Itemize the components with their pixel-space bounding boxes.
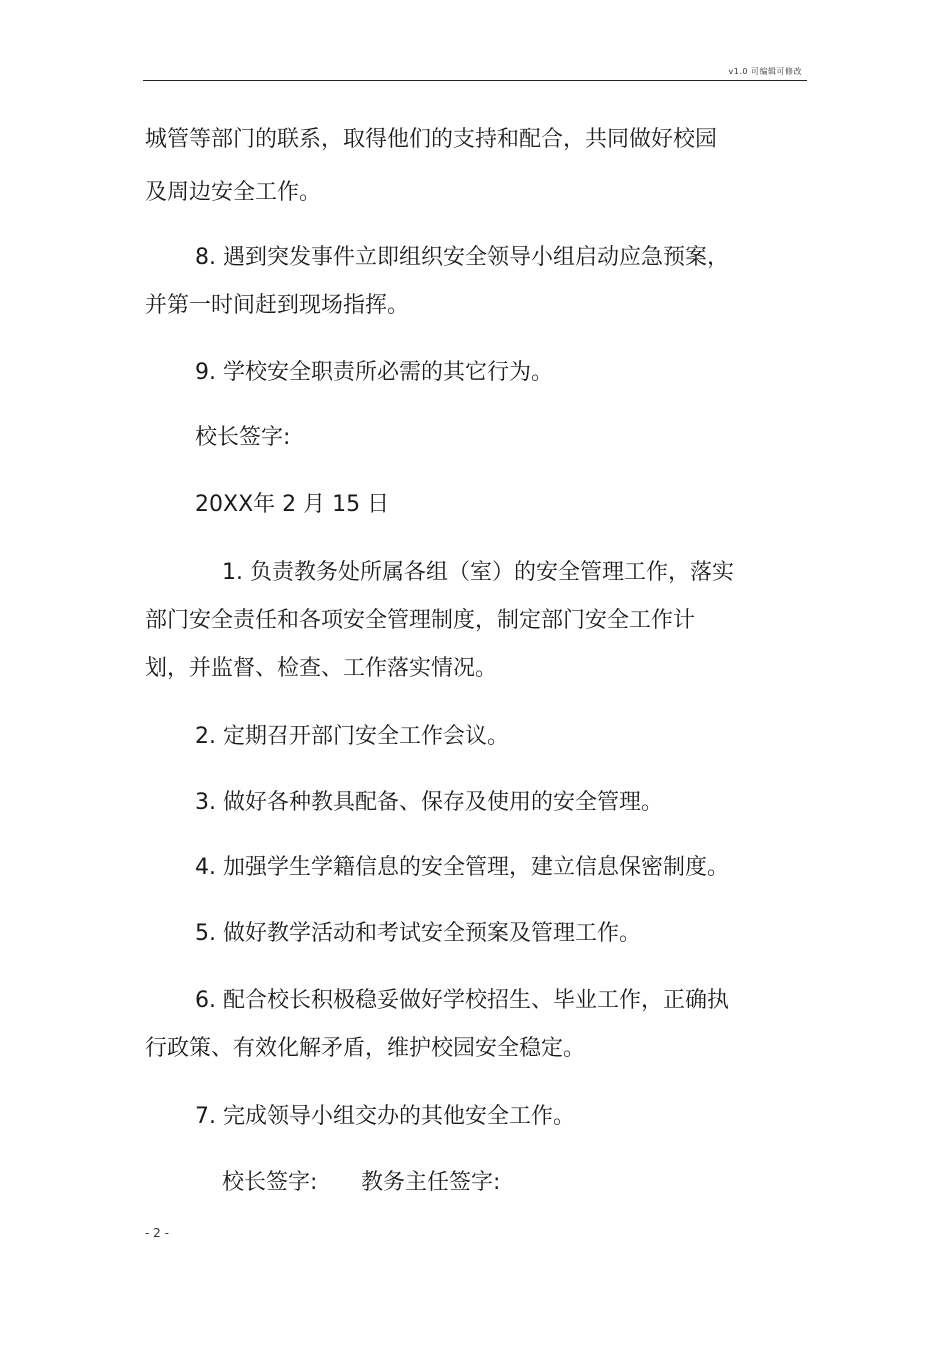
text-line: 7. 完成领导小组交办的其他安全工作。 xyxy=(195,1104,575,1129)
text-line: 3. 做好各种教具配备、保存及使用的安全管理。 xyxy=(195,790,663,815)
director-signature-label: 教务主任签字: xyxy=(361,1170,501,1195)
signature-line: 校长签字: xyxy=(195,425,291,450)
principal-signature-label: 校长签字: xyxy=(222,1170,318,1195)
text-line: 9. 学校安全职责所必需的其它行为。 xyxy=(195,360,553,385)
text-line: 6. 配合校长积极稳妥做好学校招生、毕业工作，正确执 xyxy=(195,988,729,1013)
text-line: 2. 定期召开部门安全工作会议。 xyxy=(195,724,509,749)
text-line: 部门安全责任和各项安全管理制度，制定部门安全工作计 xyxy=(145,608,696,633)
text-line: 行政策、有效化解矛盾，维护校园安全稳定。 xyxy=(145,1036,586,1061)
header-divider xyxy=(143,80,807,81)
text-line: 城管等部门的联系，取得他们的支持和配合，共同做好校园 xyxy=(145,127,718,152)
text-line: 及周边安全工作。 xyxy=(145,180,322,205)
page-number: - 2 - xyxy=(145,1226,169,1240)
text-line: 8. 遇到突发事件立即组织安全领导小组启动应急预案， xyxy=(195,245,729,270)
version-label: v1.0 可编辑可修改 xyxy=(728,67,802,76)
text-line: 1. 负责教务处所属各组（室）的安全管理工作，落实 xyxy=(222,560,734,585)
text-line: 4. 加强学生学籍信息的安全管理，建立信息保密制度。 xyxy=(195,855,729,880)
date-line: 20XX年 2 月 15 日 xyxy=(195,492,390,517)
text-line: 划，并监督、检查、工作落实情况。 xyxy=(145,656,498,681)
text-line: 并第一时间赶到现场指挥。 xyxy=(145,293,410,318)
text-line: 5. 做好教学活动和考试安全预案及管理工作。 xyxy=(195,921,641,946)
